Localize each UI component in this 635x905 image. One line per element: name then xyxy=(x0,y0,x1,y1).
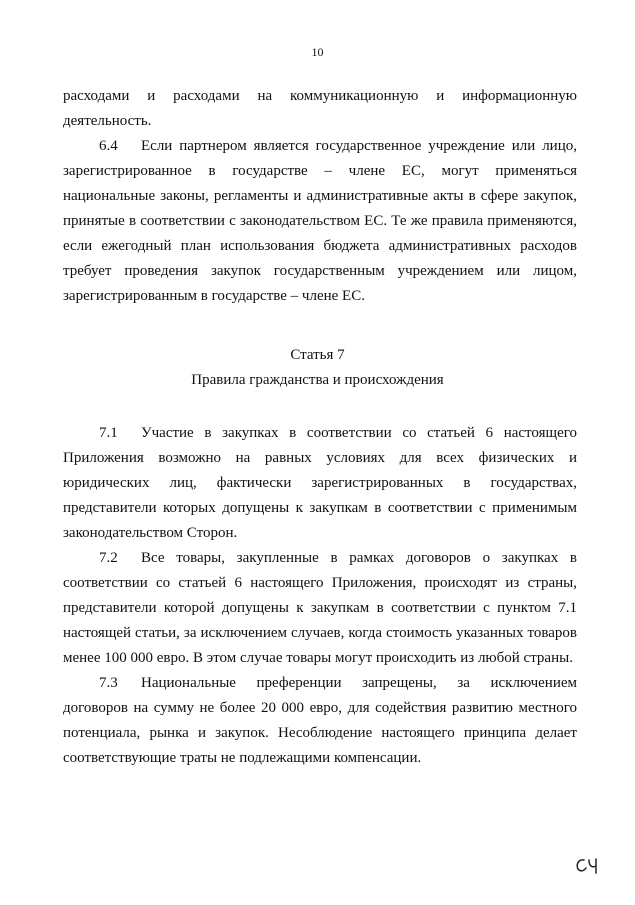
paragraph-text: Участие в закупках в соответствии со статьей 6 настоящего Приложения возможно на равных условиях для всех физических и юридических лиц, фактически зарегистрированных в государствах, представители которых допущены к закупкам в соответствии с применимым законодательством Сторон. xyxy=(63,425,577,541)
article-number: Статья 7 xyxy=(290,347,345,363)
paragraph-number: 7.1 xyxy=(99,425,118,441)
paragraph-7-2 xyxy=(63,546,577,671)
paragraph-number: 6.4 xyxy=(99,138,118,154)
paragraph-text: Национальные преференции запрещены, за исключением договоров на сумму не более 20 000 евро, для содействия развитию местного потенциала, рынка и закупок. Несоблюдение настоящего принципа делает соответствующие траты не подлежащими компенсации. xyxy=(63,675,577,766)
article-section xyxy=(63,421,577,771)
top-section xyxy=(63,84,577,309)
paragraph-text: Все товары, закупленные в рамках договоров о закупках в соответствии со статьей 6 настоящего Приложения, происходят из страны, представители которой допущены к закупкам в соответствии с пунктом 7.1 настоящей статьи, за исключением случаев, когда стоимость указанных товаров менее 100 000 евро. В этом случае товары могут происходить из любой страны. xyxy=(63,550,577,666)
handwritten-initials-mark xyxy=(575,856,603,874)
continuation-paragraph: расходами и расходами на коммуникационную и информационную деятельность. xyxy=(63,88,577,129)
paragraph-7-1 xyxy=(63,421,577,546)
paragraph-text: Если партнером является государственное учреждение или лицо, зарегистрированное в государстве – члене ЕС, могут применяться национальные законы, регламенты и административные акты в сфере закупок, принятые в соответствии с законодательством ЕС. Те же правила применяются, если ежегодный план использования бюджета административных расходов требует проведения закупок государственным учреждением или лицом, зарегистрированным в государстве – члене ЕС. xyxy=(63,138,577,304)
page-number: 10 xyxy=(311,45,324,59)
article-title: Правила гражданства и происхождения xyxy=(191,372,444,388)
paragraph-6-4 xyxy=(63,134,577,309)
paragraph-7-3 xyxy=(63,671,577,771)
paragraph-number: 7.3 xyxy=(99,675,118,691)
paragraph-number: 7.2 xyxy=(99,550,118,566)
